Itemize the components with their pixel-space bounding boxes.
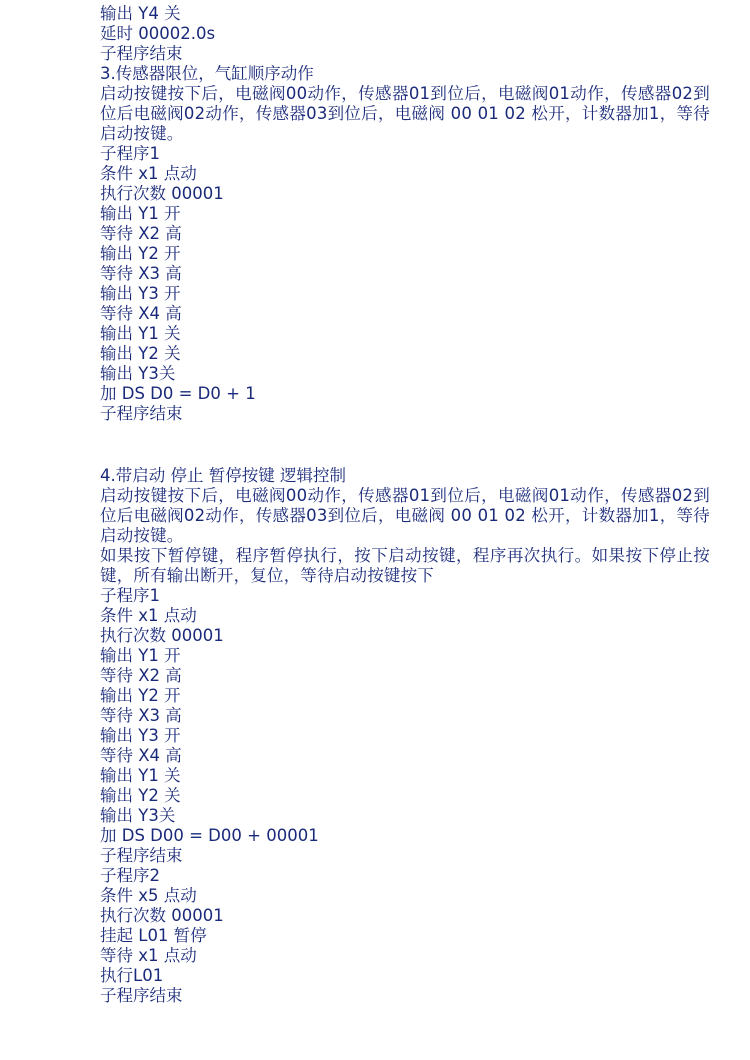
code-line: 输出 Y2 关 bbox=[100, 786, 181, 805]
code-line: 输出 Y2 开 bbox=[100, 686, 181, 705]
code-line: 等待 X3 高 bbox=[100, 706, 182, 725]
code-line: 等待 X4 高 bbox=[100, 746, 182, 765]
code-line: 子程序结束 bbox=[100, 404, 183, 423]
section-3-description: 启动按键按下后，电磁阀00动作，传感器01到位后，电磁阀01动作，传感器02到位后电磁阀02动作，传感器03到位后，电磁阀 00 01 02 松开，计数器加1，等待启动按键。 bbox=[100, 84, 710, 143]
code-line: 等待 X4 高 bbox=[100, 304, 182, 323]
code-line: 执行L01 bbox=[100, 966, 164, 985]
code-line: 条件 x1 点动 bbox=[100, 164, 197, 183]
document-page bbox=[100, 4, 710, 1006]
code-line: 加 DS D00 = D00 + 00001 bbox=[100, 826, 319, 845]
code-line: 条件 x1 点动 bbox=[100, 606, 197, 625]
code-line: 条件 x5 点动 bbox=[100, 886, 197, 905]
code-line: 输出 Y1 开 bbox=[100, 204, 181, 223]
section-3-code-block bbox=[100, 144, 710, 424]
code-line: 执行次数 00001 bbox=[100, 906, 224, 925]
section-4-description-2: 如果按下暂停键，程序暂停执行，按下启动按键，程序再次执行。如果按下停止按键，所有输出断开，复位，等待启动按键按下 bbox=[100, 546, 710, 585]
section-4-heading: 4.带启动 停止 暂停按键 逻辑控制 bbox=[100, 466, 346, 485]
code-line: 子程序2 bbox=[100, 866, 160, 885]
code-line: 输出 Y4 关 bbox=[100, 4, 181, 23]
code-line: 输出 Y3关 bbox=[100, 806, 176, 825]
code-line: 等待 X2 高 bbox=[100, 224, 182, 243]
code-line: 输出 Y1 开 bbox=[100, 646, 181, 665]
code-line: 等待 X3 高 bbox=[100, 264, 182, 283]
code-line: 子程序1 bbox=[100, 586, 160, 605]
code-line: 输出 Y3 开 bbox=[100, 284, 181, 303]
code-line: 输出 Y2 开 bbox=[100, 244, 181, 263]
code-line: 输出 Y3关 bbox=[100, 364, 176, 383]
section-4-description-1: 启动按键按下后，电磁阀00动作，传感器01到位后，电磁阀01动作，传感器02到位后电磁阀02动作，传感器03到位后，电磁阀 00 01 02 松开，计数器加1，等待启动按键。 bbox=[100, 486, 710, 545]
section-3-heading: 3.传感器限位，气缸顺序动作 bbox=[100, 64, 314, 83]
code-line: 输出 Y2 关 bbox=[100, 344, 181, 363]
code-line: 执行次数 00001 bbox=[100, 184, 224, 203]
code-line: 输出 Y3 开 bbox=[100, 726, 181, 745]
code-line: 输出 Y1 关 bbox=[100, 766, 181, 785]
code-line: 等待 X2 高 bbox=[100, 666, 182, 685]
code-line: 等待 x1 点动 bbox=[100, 946, 197, 965]
section-spacer bbox=[100, 424, 710, 466]
code-line: 输出 Y1 关 bbox=[100, 324, 181, 343]
code-line: 执行次数 00001 bbox=[100, 626, 224, 645]
top-code-block bbox=[100, 4, 710, 64]
code-line: 子程序结束 bbox=[100, 44, 183, 63]
code-line: 加 DS D0 = D0 + 1 bbox=[100, 384, 256, 403]
section-4-code-block bbox=[100, 586, 710, 1006]
code-line: 子程序1 bbox=[100, 144, 160, 163]
code-line: 挂起 L01 暂停 bbox=[100, 926, 207, 945]
code-line: 子程序结束 bbox=[100, 986, 183, 1005]
code-line: 延时 00002.0s bbox=[100, 24, 216, 43]
code-line: 子程序结束 bbox=[100, 846, 183, 865]
